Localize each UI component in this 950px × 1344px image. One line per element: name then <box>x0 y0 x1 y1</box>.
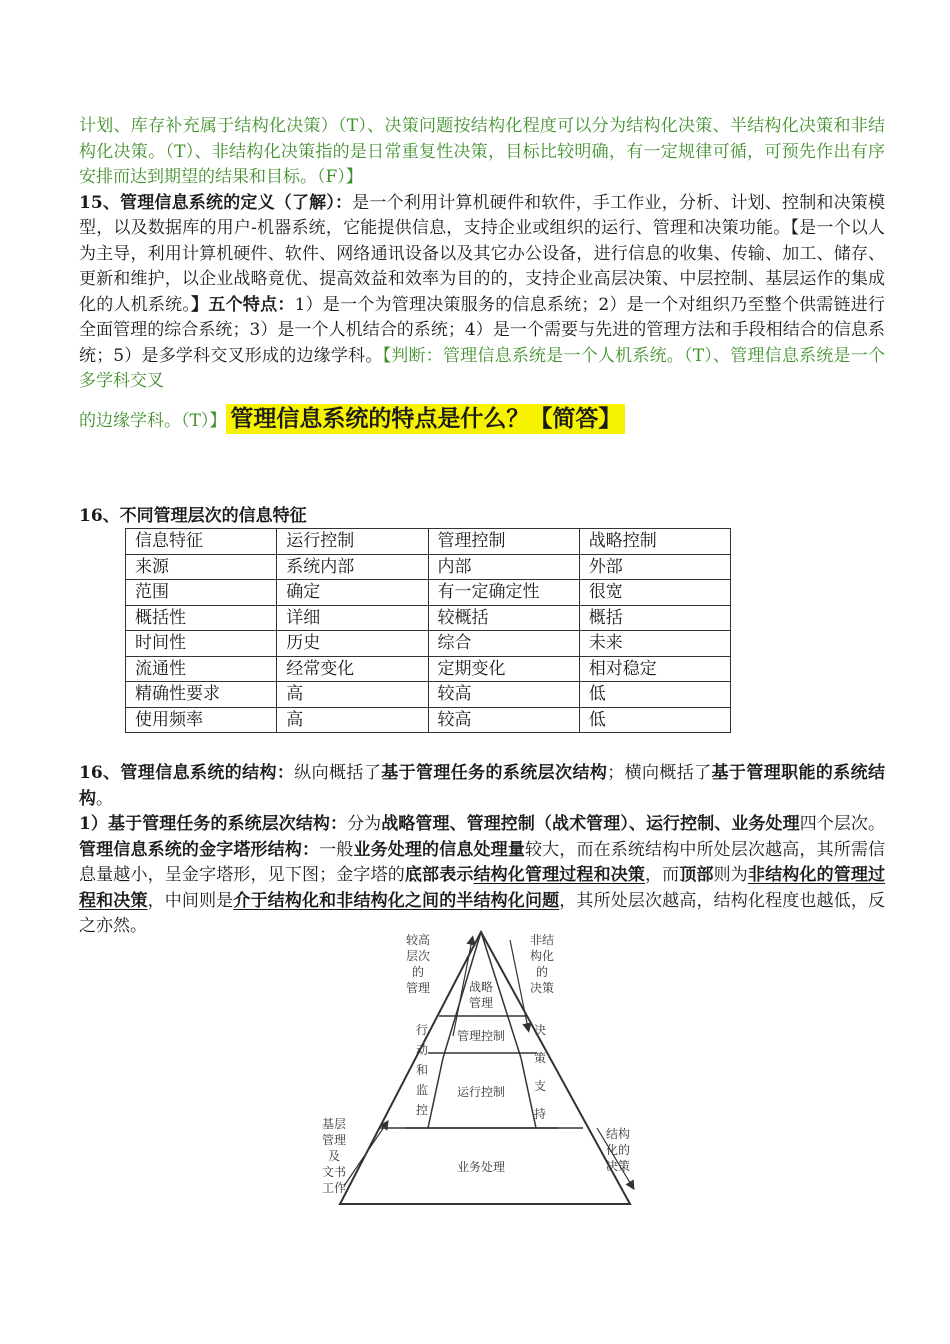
text: ；横向概括了 <box>607 763 712 783</box>
table-cell: 经常变化 <box>277 656 428 682</box>
label-right-bottom: 结构化的决策 <box>605 1127 631 1173</box>
section-16b-point-1 <box>79 812 885 940</box>
section-16a-heading: 16、不同管理层次的信息特征 <box>79 506 307 526</box>
underlined-text: 非结构化的管理过程和决策 <box>79 865 886 911</box>
table-cell: 高 <box>277 707 428 733</box>
level-strategic: 战略管理 <box>468 980 494 1010</box>
document-page <box>79 114 885 940</box>
underlined-text: 结构化管理过程和决策 <box>473 865 646 885</box>
point-1-heading: 1）基于管理任务的系统层次结构： <box>79 814 348 834</box>
text: ，中间则是 <box>147 890 234 911</box>
text: ，其所处层次越高，结构化程度也越低，反之亦然。 <box>79 890 886 936</box>
table-cell: 系统内部 <box>277 554 428 580</box>
table-cell: 时间性 <box>126 631 277 657</box>
section-15-features-label: 】五个特点： <box>191 294 295 315</box>
table-cell: 外部 <box>579 554 730 580</box>
level-business: 业务处理 <box>456 1160 506 1174</box>
bold-text: 管理信息系统的金字塔形结构： <box>79 839 320 860</box>
table-cell: 信息特征 <box>126 529 277 555</box>
section-15-paragraph <box>79 191 885 395</box>
section-15-features: 1）是一个为管理决策服务的信息系统；2）是一个对组织乃至整个供需链进行全面管理的综合系统；3）是一个人机结合的系统；4）是一个需要与先进的管理方法和手段相结合的信息系统；5）是多学科交叉形成的边缘学科。 <box>79 294 885 366</box>
table-cell: 使用频率 <box>126 707 277 733</box>
table-row <box>126 707 731 733</box>
table-cell: 详细 <box>277 605 428 631</box>
pyramid-diagram <box>300 928 662 1210</box>
bold-text: 底部表示 <box>404 865 474 885</box>
table-row <box>126 554 731 580</box>
table-row <box>126 580 731 606</box>
table-row <box>126 631 731 657</box>
underlined-text: 介于结构化和非结构化之间的半结构化问题 <box>233 890 560 911</box>
table-cell: 相对稳定 <box>579 656 730 682</box>
table-header-row <box>126 529 731 555</box>
label-left-top: 较高层次的管理 <box>405 933 431 995</box>
table-cell: 历史 <box>277 631 428 657</box>
table-cell: 定期变化 <box>428 656 579 682</box>
table-cell: 概括性 <box>126 605 277 631</box>
table-cell: 高 <box>277 682 428 708</box>
text: 则为 <box>713 865 748 885</box>
text: 四个层次。 <box>799 814 885 834</box>
left-lower-arrow <box>344 1124 386 1186</box>
table-row <box>126 682 731 708</box>
table-cell: 未来 <box>579 631 730 657</box>
table-cell: 管理控制 <box>428 529 579 555</box>
level-management-control: 管理控制 <box>456 1029 506 1043</box>
table-cell: 很宽 <box>579 580 730 606</box>
label-left-mid: 行动和监控 <box>415 1023 429 1117</box>
right-upper-arrow <box>510 940 528 1028</box>
label-right-top: 非结构化的决策 <box>529 933 555 995</box>
table-cell: 概括 <box>579 605 730 631</box>
table-row <box>126 605 731 631</box>
label-left-bottom: 基层管理及文书工作 <box>321 1117 347 1195</box>
pyramid-labels <box>322 932 630 1195</box>
level-operation-control: 运行控制 <box>456 1085 506 1099</box>
text: 一般 <box>319 839 354 860</box>
table-cell: 低 <box>579 682 730 708</box>
text: 分为 <box>347 814 382 834</box>
table-row <box>126 656 731 682</box>
table-cell: 有一定确定性 <box>428 580 579 606</box>
section-15-tail <box>79 407 885 435</box>
table-cell: 运行控制 <box>277 529 428 555</box>
table-cell: 范围 <box>126 580 277 606</box>
section-15-heading: 15、管理信息系统的定义（了解）： <box>79 192 353 213</box>
table-cell: 综合 <box>428 631 579 657</box>
table-cell: 较高 <box>428 707 579 733</box>
intro-green-paragraph: 计划、库存补充属于结构化决策）（T）、决策问题按结构化程度可以分为结构化决策、半结构化决策和非结构化决策。（T）、非结构化决策指的是日常重复性决策，目标比较明确，有一定规律可循，可预先作出有序安排而达到期望的结果和目标。（F）】 <box>79 116 885 187</box>
bold-text: 业务处理的信息处理量 <box>353 839 525 860</box>
table-cell: 内部 <box>428 554 579 580</box>
section-15-judge-b: 的边缘学科。（T）】 <box>79 410 227 431</box>
table-cell: 来源 <box>126 554 277 580</box>
table-cell: 较概括 <box>428 605 579 631</box>
highlight-question: 管理信息系统的特点是什么？【简答】 <box>226 404 625 434</box>
table-cell: 确定 <box>277 580 428 606</box>
section-16b-heading: 16、管理信息系统的结构： <box>79 763 295 783</box>
table-cell: 流通性 <box>126 656 277 682</box>
table-cell: 战略控制 <box>579 529 730 555</box>
table-cell: 低 <box>579 707 730 733</box>
text: 较大，而在系统结构中所处层次越高，其所需信息量越小，呈金字塔形，见下图；金字塔的 <box>79 839 886 885</box>
pyramid-inner-line-lower-left <box>428 1058 443 1128</box>
label-right-mid: 决策支持 <box>533 1023 547 1121</box>
text: ，而 <box>645 865 680 885</box>
bold-text: 顶部 <box>679 865 714 885</box>
section-15-judge-a: 【判断：管理信息系统是一个人机系统。（T）、管理信息系统是一个多学科交叉 <box>79 345 885 391</box>
table-cell: 精确性要求 <box>126 682 277 708</box>
section-15-definition: 是一个利用计算机硬件和软件，手工作业，分析、计划、控制和决策模型，以及数据库的用户-机器系统，它能提供信息，支持企业或组织的运行、管理和决策功能。【是一个以人为主导，利用计算机硬件、软件、网络通讯设备以及其它办公设备，进行信息的收集、传输、加工、储存、更新和维护，以企业战略竟优、提高效益和效率为目的的，支持企业高层决策、中层控制、基层运作的集成化的人机系统。 <box>79 192 885 315</box>
bold-text: 战略管理、管理控制（战术管理）、运行控制、业务处理 <box>381 814 800 834</box>
info-characteristics-table <box>125 528 731 733</box>
bold-text: 基于管理职能的系统结构 <box>79 763 886 809</box>
table-cell: 较高 <box>428 682 579 708</box>
section-16b-paragraph <box>79 761 885 812</box>
bold-text: 基于管理任务的系统层次结构 <box>381 763 608 783</box>
text: 。 <box>96 788 113 809</box>
text: 纵向概括了 <box>294 763 382 783</box>
